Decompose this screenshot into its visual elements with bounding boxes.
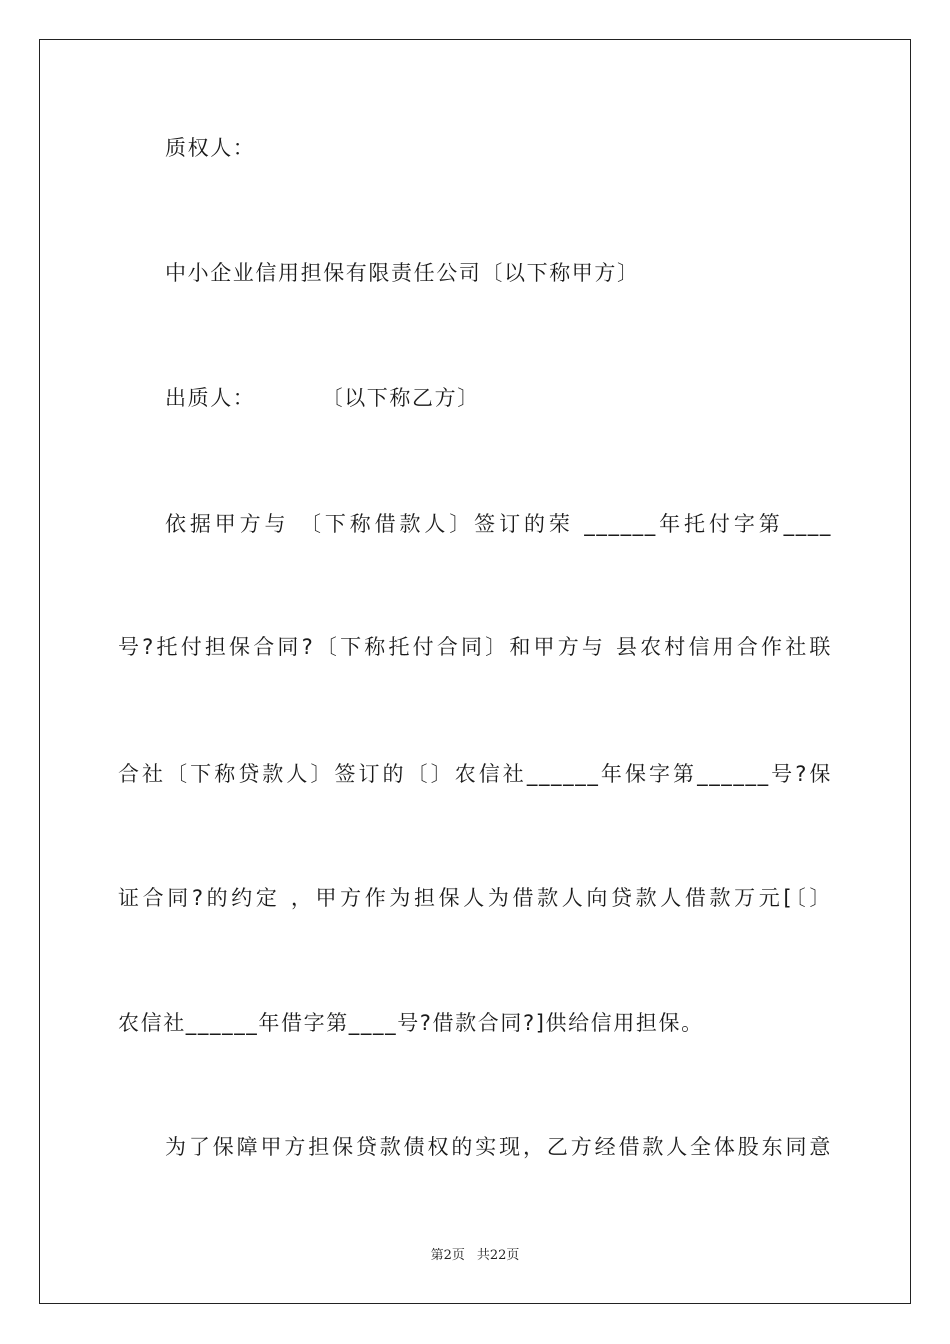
pledgee-label: 质权人： [165, 136, 256, 160]
page-total: 共22页 [476, 1248, 520, 1263]
page-number: 第2页 [430, 1248, 465, 1263]
paragraph-1-line-3: 合社〔下称贷款人〕签订的〔〕农信社______年保字第______号?保 [118, 762, 832, 786]
page-border [39, 39, 911, 1304]
paragraph-1-line-2: 号?托付担保合同?〔下称托付合同〕和甲方与 县农村信用合作社联 [118, 635, 832, 659]
page-footer [0, 1247, 950, 1265]
paragraph-1-line-4: 证合同?的约定 ，甲方作为担保人为借款人向贷款人借款万元[〔〕 [118, 886, 832, 910]
paragraph-2-line-1: 为了保障甲方担保贷款债权的实现，乙方经借款人全体股东同意 [165, 1135, 832, 1159]
paragraph-1-line-1: 依据甲方与 〔下称借款人〕签订的荣 ______年托付字第____ [165, 512, 832, 536]
paragraph-1-line-5: 农信社______年借字第____号?借款合同?]供给信用担保。 [118, 1011, 704, 1035]
pledgor-line: 出质人： 〔以下称乙方〕 [165, 386, 480, 410]
party-a-line: 中小企业信用担保有限责任公司〔以下称甲方〕 [165, 261, 640, 285]
